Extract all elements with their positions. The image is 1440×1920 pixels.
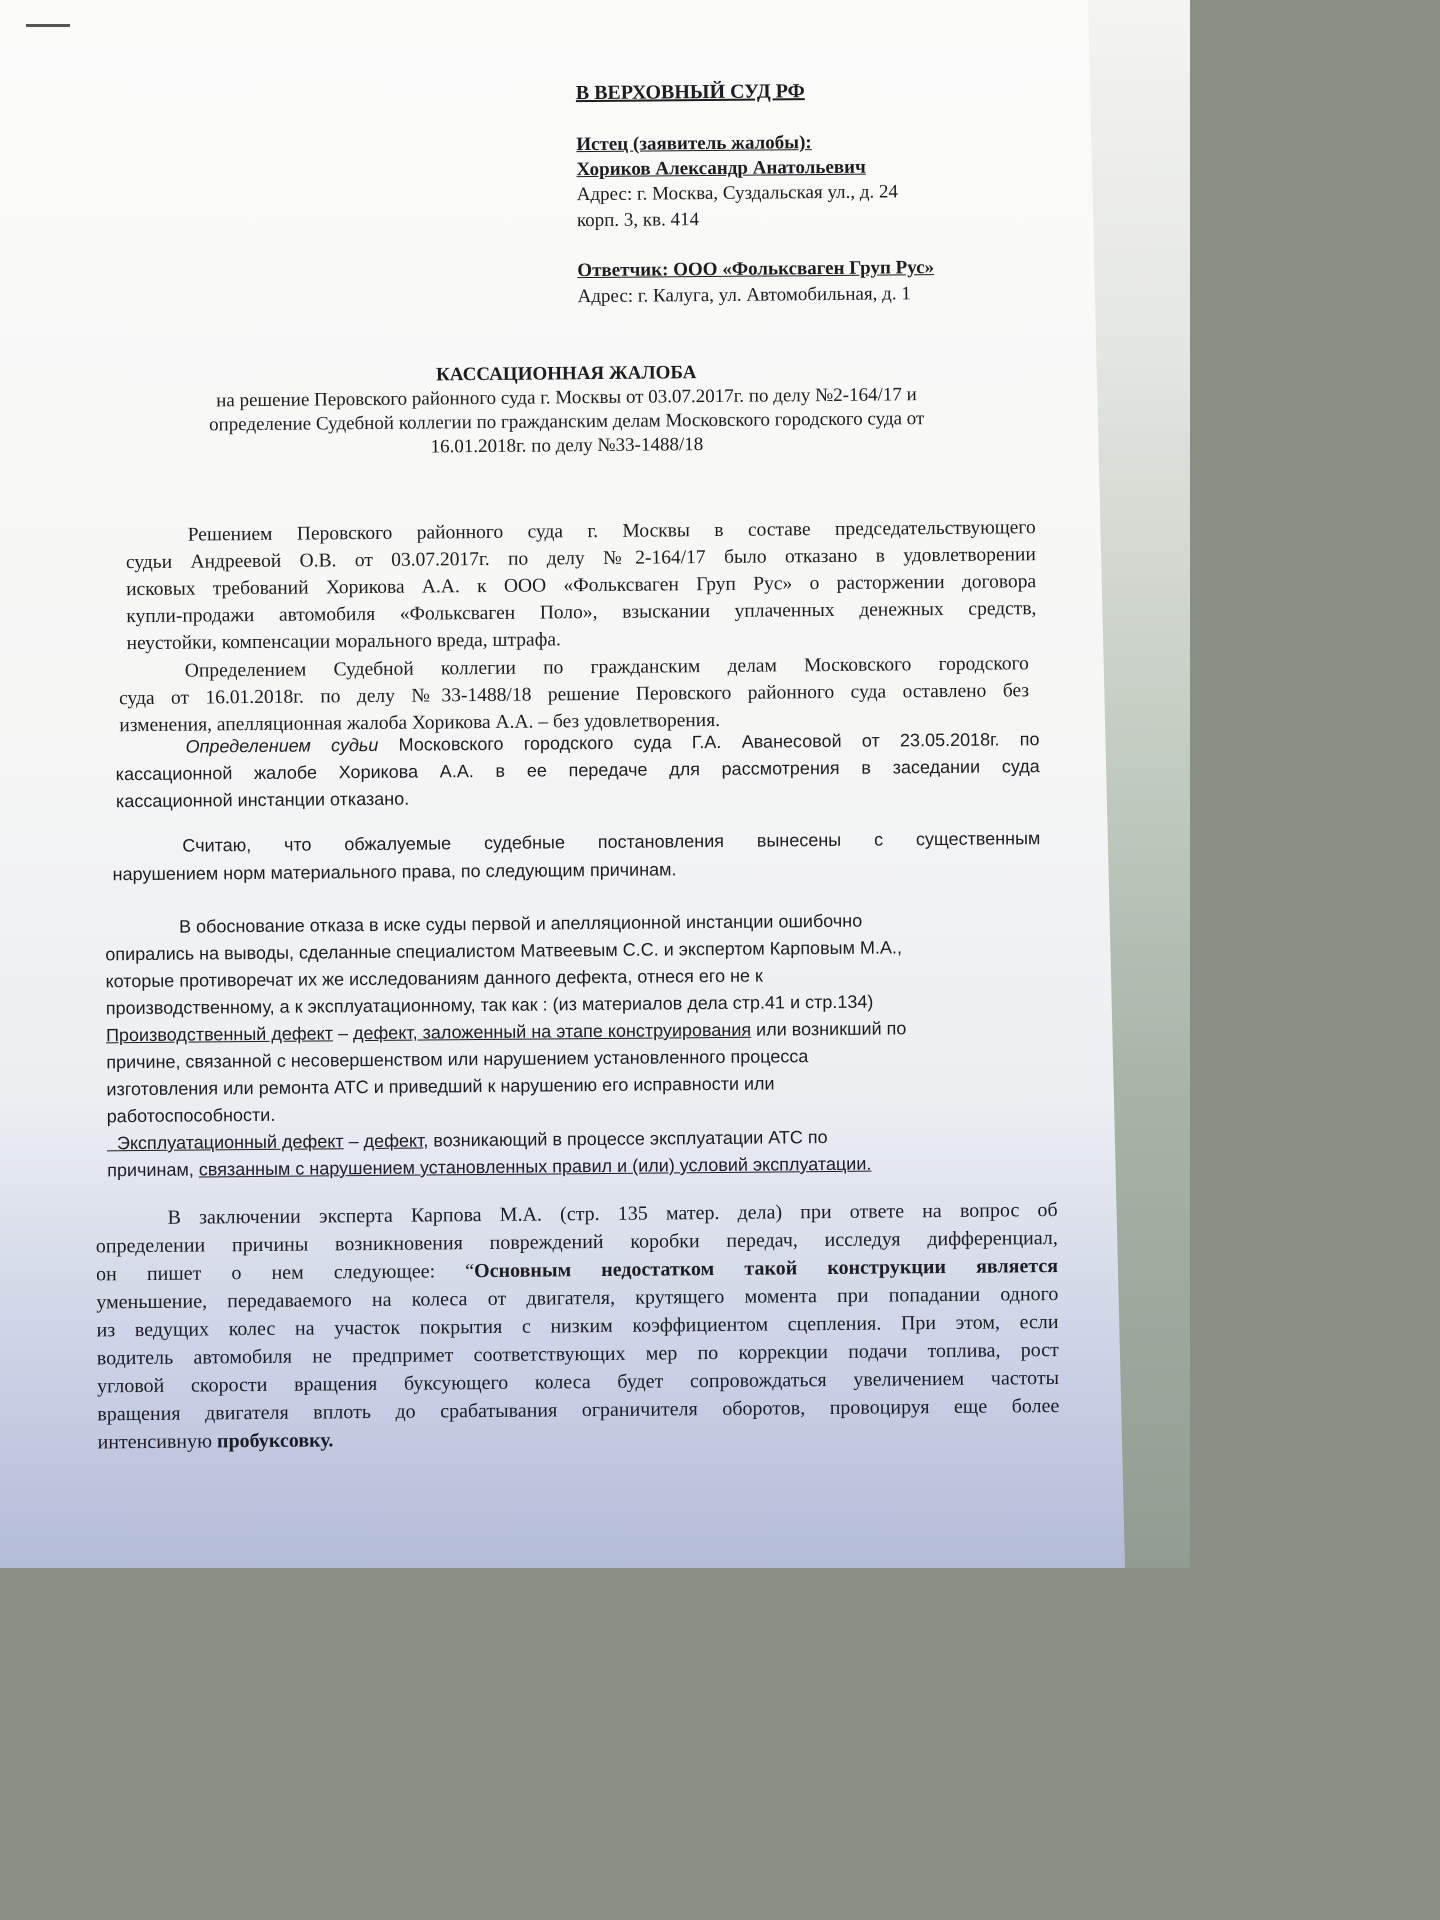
bold-quote: Основным недостатком такой конструкции является xyxy=(474,1255,1059,1283)
text-line: которые противоречат их же исследованиям данного дефекта, отнеся его не к xyxy=(105,965,763,992)
text-fragment: Московского городского суда Г.А. Аванесовой от 23.05.2018г. по xyxy=(378,729,1040,755)
title-line-1: на решение Перовского районного суда г. Москвы от 03.07.2017г. по делу №2-164/17 и xyxy=(216,384,917,412)
paragraph-appeal xyxy=(119,650,1030,739)
bold-word: пробуксовку. xyxy=(216,1429,334,1453)
text-line: купли-продажи автомобиля «Фольксваген Поло», взыскании уплаченных денежных средств, xyxy=(126,598,1037,628)
title-line-2: определение Судебной коллегии по гражданским делам Московского городского суда от xyxy=(208,408,925,436)
paragraph-claim xyxy=(112,824,1040,888)
text-line: изменения, апелляционная жалоба Хорикова А.А. – без удовлетворения. xyxy=(119,709,721,737)
dash: – xyxy=(332,1023,354,1044)
text-line: исковых требований Хорикова А.А. к ООО «Фольксваген Груп Рус» о расторжении договора xyxy=(126,571,1037,601)
text-line: вращения двигателя вплоть до срабатывания ограничителя оборотов, провоцируя еще более xyxy=(97,1395,1060,1426)
text-fragment: причинам, xyxy=(107,1159,199,1181)
text-line: производственному, а к эксплуатационному, так как : (из материалов дела стр.41 и стр.134) xyxy=(105,991,874,1019)
text-line: В обоснование отказа в иске суды первой и апелляционной инстанции ошибочно xyxy=(179,910,863,937)
text-line: определении причины возникновения повреждений коробки передач, исследуя дифференциал, xyxy=(95,1227,1058,1258)
underlined-word: дефект xyxy=(363,1130,424,1152)
plaintiff-name: Хориков Александр Анатольевич xyxy=(576,156,866,181)
court-addressee: В ВЕРХОВНЫЙ СУД РФ xyxy=(575,80,805,105)
text-line: В заключении эксперта Карпова М.А. (стр. 135 матер. дела) при ответе на вопрос об xyxy=(167,1199,1058,1229)
defendant-address: Адрес: г. Калуга, ул. Автомобильная, д. 1 xyxy=(577,283,911,308)
plaintiff-address-line1: Адрес: г. Москва, Суздальская ул., д. 24 xyxy=(576,181,899,206)
paragraph-cassation-refusal xyxy=(115,726,1040,815)
text-line: Считаю, что обжалуемые судебные постановления вынесены с существенным xyxy=(182,828,1041,856)
document-title-block xyxy=(126,358,1007,462)
text-line: суда от 16.01.2018г. по делу №33-1488/18 решение Перовского районного суда оставлено без xyxy=(119,680,1030,710)
text-fragment: он пишет о нем следующее: “ xyxy=(96,1260,475,1286)
text-line: кассационной жалобе Хорикова А.А. в ее передаче для рассмотрения в заседании суда xyxy=(115,756,1040,785)
paragraph-decision xyxy=(126,514,1037,657)
text-line: неустойки, компенсации морального вреда, штрафа. xyxy=(126,629,561,655)
text-fragment: или возникший по xyxy=(751,1018,907,1040)
text-line: угловой скорости вращения буксующего колеса будет сопровождаться увеличением частоты xyxy=(97,1367,1060,1398)
underlined-phrase: дефект, заложенный на этапе конструирования xyxy=(352,1019,752,1044)
text-line: опирались на выводы, сделанные специалистом Матвеевым С.С. и экспертом Карповым М.А., xyxy=(105,937,902,965)
text-line: причине, связанной с несовершенством или нарушением установленного процесса xyxy=(106,1046,809,1073)
text-line: изготовления или ремонта АТС и приведший к нарушению его исправности или xyxy=(106,1073,775,1100)
paragraph-grounds xyxy=(105,906,1047,1184)
defendant-label: Ответчик: ООО «Фольксваген Груп Рус» xyxy=(577,257,935,282)
term-operational-defect: Эксплуатационный дефект xyxy=(106,1131,344,1154)
text-fragment: интенсивную xyxy=(97,1430,218,1454)
text-line: Решением Перовского районного суда г. Москвы в составе председательствующего xyxy=(187,517,1036,546)
title-line-3: 16.01.2018г. по делу №33-1488/18 xyxy=(430,434,704,458)
dash: – xyxy=(343,1131,364,1152)
plaintiff-address-line2: корп. 3, кв. 414 xyxy=(576,209,700,232)
underlined-phrase: связанным с нарушением установленных правил и (или) условий эксплуатации. xyxy=(198,1153,872,1180)
text-line: нарушением норм материального права, по следующим причинам. xyxy=(112,859,677,885)
text-line: Определением Судебной коллегии по гражданским делам Московского городского xyxy=(184,653,1029,682)
text-fragment: , возникающий в процессе эксплуатации АТС по xyxy=(423,1127,828,1151)
text-line: кассационной инстанции отказано. xyxy=(115,788,410,812)
plaintiff-label: Истец (заявитель жалобы): xyxy=(576,132,812,156)
text-line: водитель автомобиля не предпримет соответствующих мер по коррекции подачи топлива, рост xyxy=(96,1339,1059,1370)
text-line: работоспособности. xyxy=(106,1104,276,1127)
text-line: судьи Андреевой О.В. от 03.07.2017г. по делу №2-164/17 было отказано в удовлетворении xyxy=(125,544,1036,574)
text-line: из ведущих колес на участок покрытия с низким коэффициентом сцепления. При этом, если xyxy=(96,1311,1059,1342)
text-line: уменьшение, передаваемого на колеса от двигателя, крутящего момента при попадании одного xyxy=(96,1283,1059,1314)
term-manufacturing-defect: Производственный дефект xyxy=(105,1023,334,1046)
italic-phrase: Определением судьи xyxy=(185,734,379,757)
document-title: КАССАЦИОННАЯ ЖАЛОБА xyxy=(436,362,697,386)
paragraph-expert-conclusion xyxy=(96,1196,1060,1456)
